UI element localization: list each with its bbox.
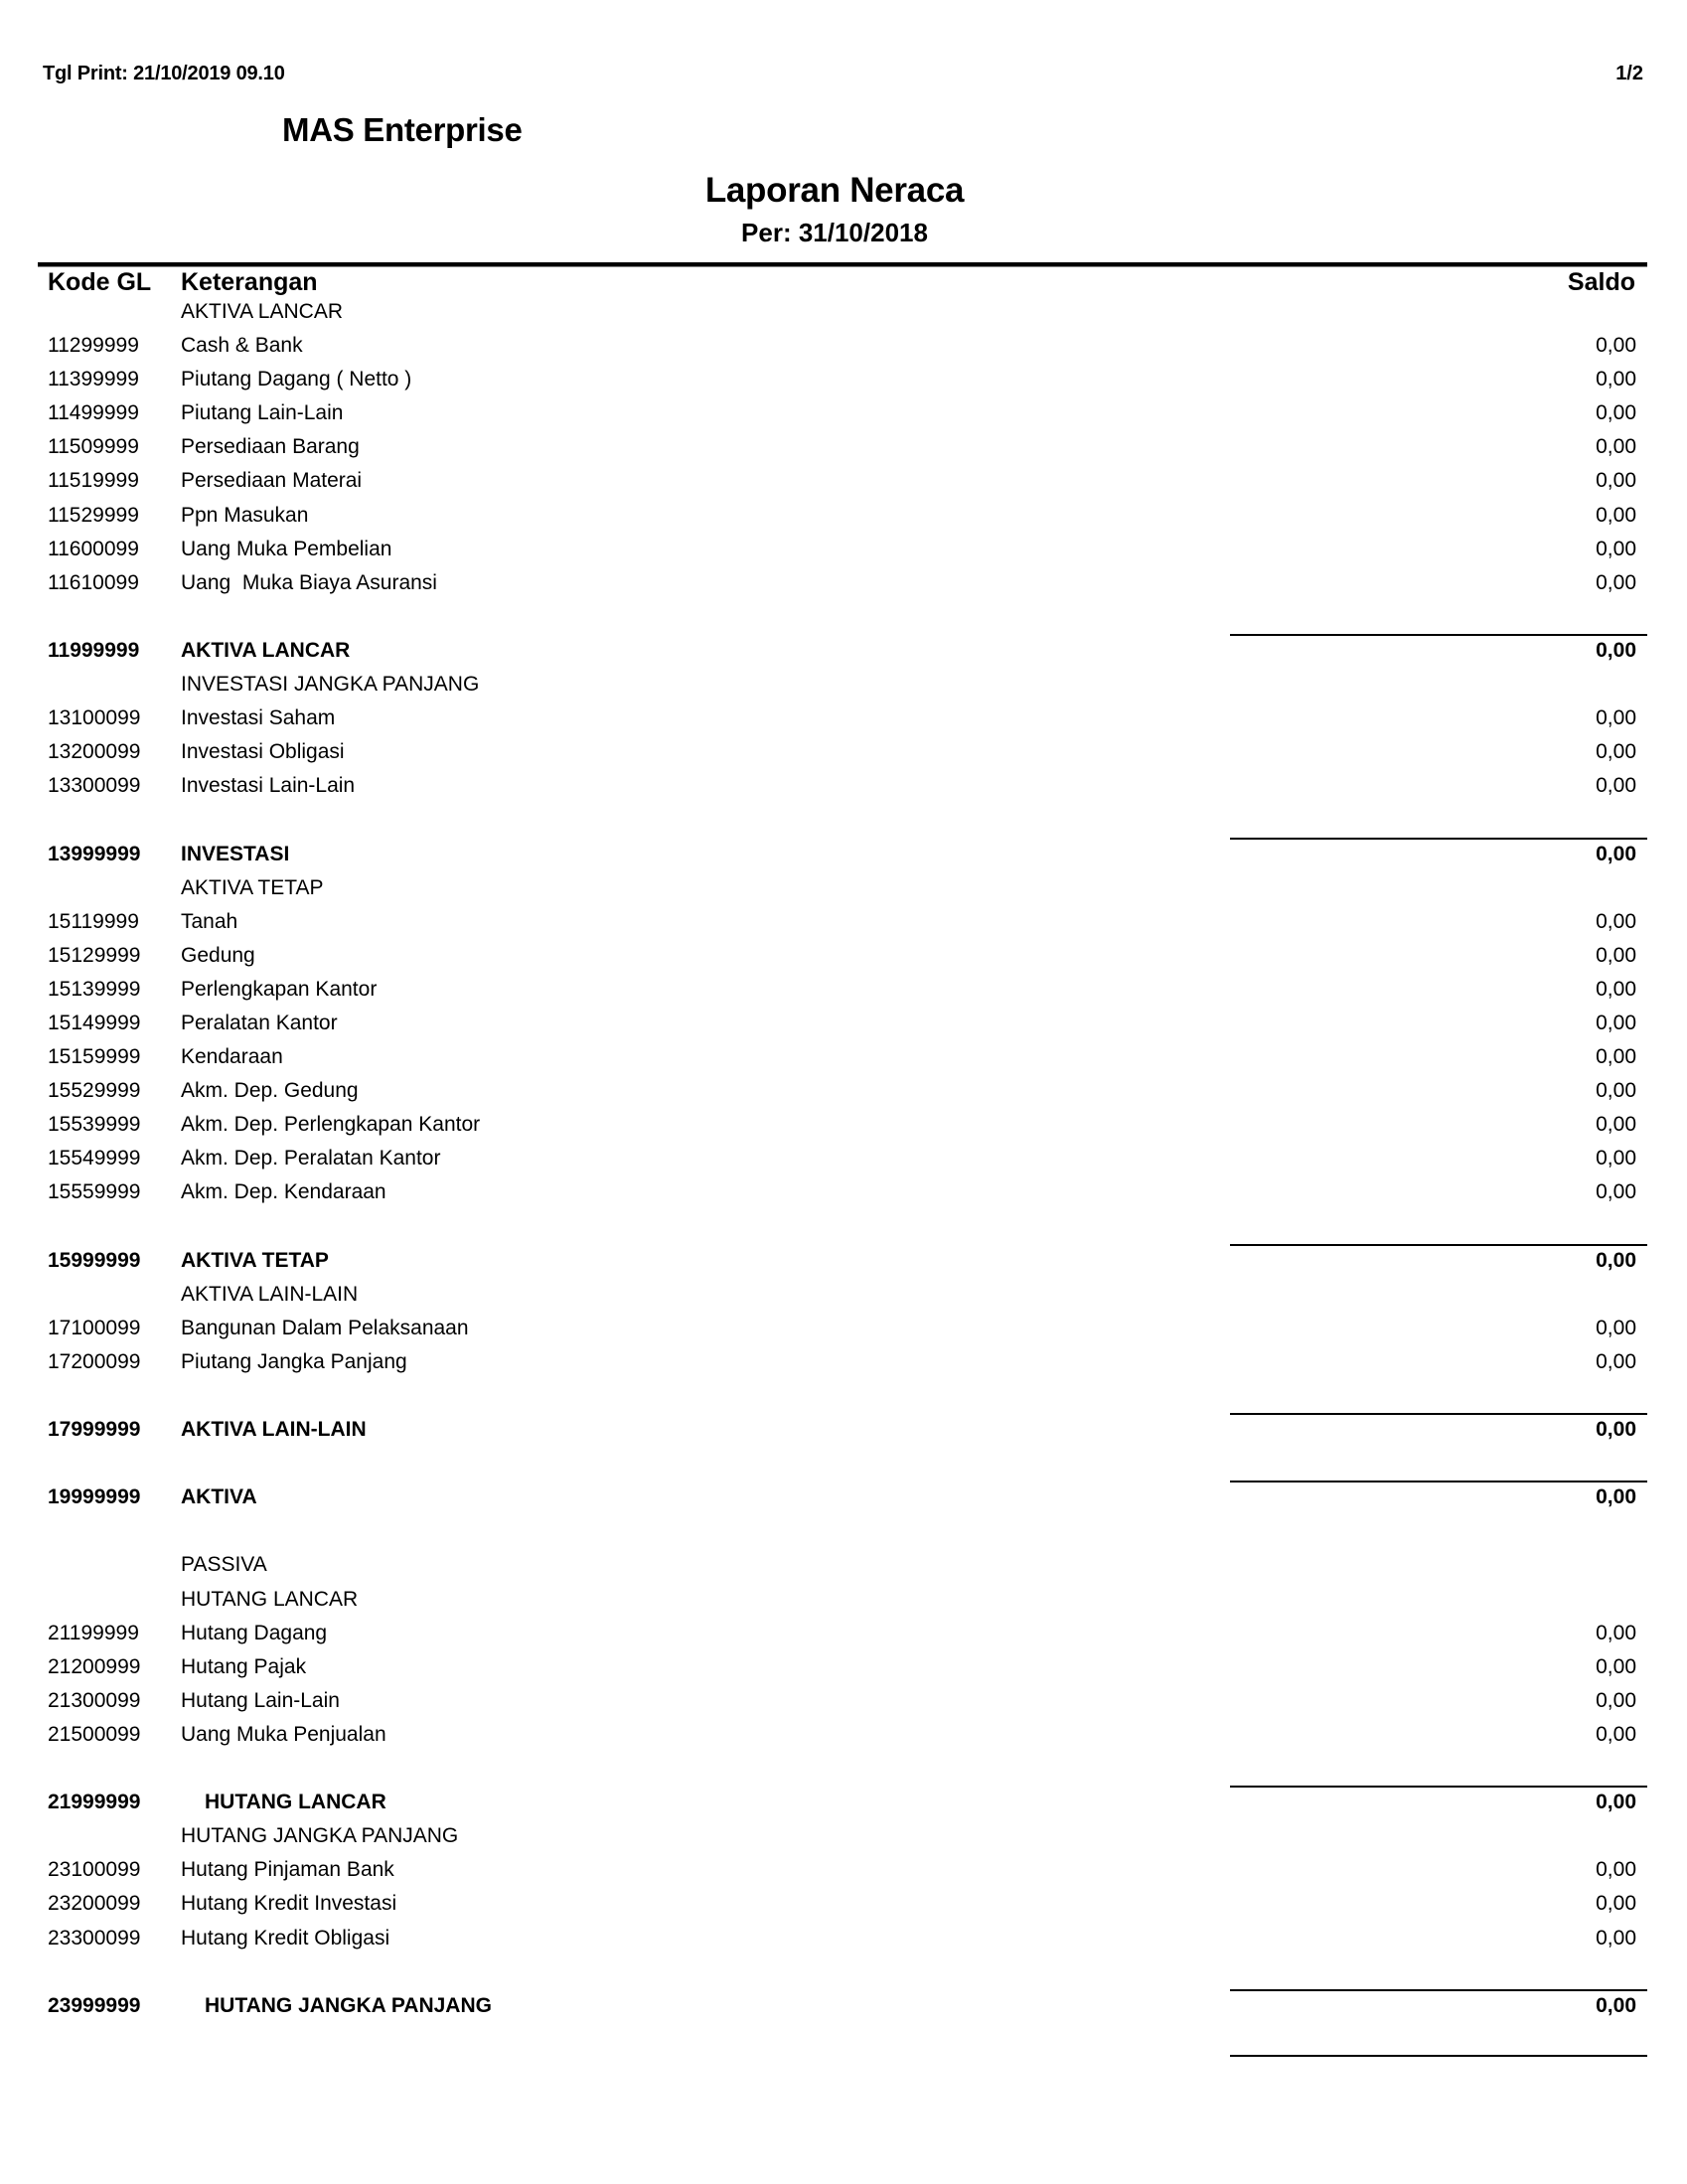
table-row [0,1142,1687,1175]
table-row [0,363,1687,396]
keterangan-cell: Hutang Pinjaman Bank [181,1858,394,1882]
table-row [0,1312,1687,1345]
keterangan-cell: Cash & Bank [181,334,303,358]
kode-gl-cell: 11519999 [48,469,139,493]
spacer-row [0,1447,1687,1481]
saldo-cell: 0,00 [1596,1993,1636,2017]
table-row [0,1108,1687,1142]
kode-gl-cell: 15159999 [48,1045,141,1069]
kode-gl-cell: 15119999 [48,909,139,933]
column-header-keterangan: Keterangan [181,268,318,296]
keterangan-cell: Akm. Dep. Gedung [181,1079,359,1103]
keterangan-cell: Hutang Dagang [181,1621,328,1644]
table-row [0,329,1687,363]
saldo-cell: 0,00 [1596,943,1636,967]
saldo-cell: 0,00 [1596,1349,1636,1373]
keterangan-cell: Tanah [181,909,238,933]
table-row [0,464,1687,498]
saldo-cell: 0,00 [1596,1045,1636,1069]
subtotal-row [0,1786,1687,1819]
table-row [0,533,1687,566]
kode-gl-cell: 15999999 [48,1248,141,1272]
kode-gl-cell: 21200999 [48,1654,141,1678]
group-header-row [0,1548,1687,1582]
keterangan-cell: AKTIVA TETAP [181,875,324,899]
saldo-cell: 0,00 [1596,706,1636,730]
table-row [0,939,1687,973]
keterangan-cell: PASSIVA [181,1553,267,1577]
table-row [0,1718,1687,1752]
kode-gl-cell: 23300099 [48,1926,141,1950]
company-name: MAS Enterprise [282,111,523,148]
spacer-row [0,1514,1687,1548]
saldo-cell: 0,00 [1596,1316,1636,1339]
saldo-cell: 0,00 [1596,1722,1636,1746]
report-title: Laporan Neraca [704,171,965,210]
keterangan-cell: Investasi Lain-Lain [181,774,356,798]
keterangan-cell: Persediaan Materai [181,469,363,493]
group-header-row [0,1819,1687,1853]
subtotal-row [0,838,1687,871]
kode-gl-cell: 17100099 [48,1316,141,1339]
saldo-cell: 0,00 [1596,1621,1636,1644]
table-row [0,1684,1687,1718]
print-date: Tgl Print: 21/10/2019 09.10 [43,63,285,84]
saldo-cell: 0,00 [1596,1180,1636,1204]
keterangan-cell: HUTANG LANCAR [181,1587,359,1611]
keterangan-cell: Perlengkapan Kantor [181,977,378,1001]
keterangan-cell: Uang Muka Biaya Asuransi [181,570,437,594]
table-row [0,499,1687,533]
spacer-row [0,600,1687,634]
keterangan-cell: AKTIVA LAIN-LAIN [181,1418,367,1442]
table-row [0,1345,1687,1379]
saldo-cell: 0,00 [1596,977,1636,1001]
group-header-row [0,295,1687,329]
saldo-cell: 0,00 [1596,1926,1636,1950]
saldo-cell: 0,00 [1596,401,1636,425]
keterangan-cell: Persediaan Barang [181,435,360,459]
table-row [0,430,1687,464]
saldo-cell: 0,00 [1596,1011,1636,1034]
kode-gl-cell: 15549999 [48,1147,141,1170]
saldo-cell: 0,00 [1596,1147,1636,1170]
kode-gl-cell: 21500099 [48,1722,141,1746]
kode-gl-cell: 17200099 [48,1349,141,1373]
keterangan-cell: Akm. Dep. Peralatan Kantor [181,1147,441,1170]
report-period: Per: 31/10/2018 [741,218,928,247]
saldo-cell: 0,00 [1596,368,1636,391]
kode-gl-cell: 15539999 [48,1113,141,1137]
kode-gl-cell: 15149999 [48,1011,141,1034]
saldo-cell: 0,00 [1596,909,1636,933]
kode-gl-cell: 11499999 [48,401,139,425]
page-number: 1/2 [1615,63,1643,84]
table-row [0,702,1687,735]
table-row [0,905,1687,939]
keterangan-cell: Gedung [181,943,255,967]
keterangan-cell: AKTIVA LANCAR [181,300,343,323]
table-row [0,566,1687,600]
kode-gl-cell: 11299999 [48,334,139,358]
table-row [0,1007,1687,1040]
kode-gl-cell: 13300099 [48,774,141,798]
kode-gl-cell: 15139999 [48,977,141,1001]
kode-gl-cell: 21999999 [48,1791,141,1814]
saldo-cell: 0,00 [1596,1688,1636,1712]
table-row [0,396,1687,430]
balance-sheet-rows [0,295,1687,2023]
saldo-cell: 0,00 [1596,1113,1636,1137]
keterangan-cell: Investasi Saham [181,706,336,730]
table-row [0,735,1687,769]
kode-gl-cell: 11529999 [48,503,139,527]
subtotal-row [0,634,1687,668]
table-row [0,1175,1687,1209]
group-header-row [0,871,1687,905]
keterangan-cell: AKTIVA LAIN-LAIN [181,1282,359,1306]
table-row [0,1922,1687,1955]
kode-gl-cell: 13200099 [48,740,141,764]
keterangan-cell: Hutang Kredit Obligasi [181,1926,390,1950]
saldo-cell: 0,00 [1596,1079,1636,1103]
column-header-kode: Kode GL [48,268,152,296]
kode-gl-cell: 15559999 [48,1180,141,1204]
keterangan-cell: Peralatan Kantor [181,1011,338,1034]
spacer-row [0,1752,1687,1786]
spacer-row [0,1955,1687,1989]
table-row [0,973,1687,1007]
keterangan-cell: Uang Muka Pembelian [181,537,392,560]
keterangan-cell: AKTIVA LANCAR [181,638,351,662]
spacer-row [0,803,1687,837]
table-row [0,1887,1687,1921]
table-row [0,1074,1687,1108]
kode-gl-cell: 23200099 [48,1892,141,1916]
keterangan-cell: HUTANG LANCAR [205,1791,386,1814]
saldo-cell: 0,00 [1596,1791,1636,1814]
kode-gl-cell: 13100099 [48,706,141,730]
kode-gl-cell: 17999999 [48,1418,141,1442]
keterangan-cell: Piutang Jangka Panjang [181,1349,407,1373]
keterangan-cell: Hutang Pajak [181,1654,307,1678]
group-header-row [0,1583,1687,1617]
keterangan-cell: INVESTASI [181,842,290,865]
keterangan-cell: Hutang Kredit Investasi [181,1892,397,1916]
subtotal-row [0,1244,1687,1278]
saldo-cell: 0,00 [1596,503,1636,527]
saldo-cell: 0,00 [1596,1858,1636,1882]
kode-gl-cell: 15129999 [48,943,141,967]
table-row [0,1040,1687,1074]
saldo-cell: 0,00 [1596,774,1636,798]
kode-gl-cell: 11999999 [48,638,140,662]
kode-gl-cell: 11509999 [48,435,139,459]
kode-gl-cell: 15529999 [48,1079,141,1103]
column-header-saldo: Saldo [1567,268,1635,296]
keterangan-cell: AKTIVA [181,1485,257,1509]
table-row [0,1650,1687,1684]
keterangan-cell: Kendaraan [181,1045,283,1069]
keterangan-cell: AKTIVA TETAP [181,1248,329,1272]
table-row [0,1617,1687,1650]
saldo-cell: 0,00 [1596,1418,1636,1442]
keterangan-cell: Akm. Dep. Kendaraan [181,1180,386,1204]
keterangan-cell: Uang Muka Penjualan [181,1722,386,1746]
table-row [0,1853,1687,1887]
kode-gl-cell: 21199999 [48,1621,139,1644]
kode-gl-cell: 23999999 [48,1993,141,2017]
kode-gl-cell: 19999999 [48,1485,141,1509]
saldo-cell: 0,00 [1596,334,1636,358]
saldo-cell: 0,00 [1596,638,1636,662]
keterangan-cell: INVESTASI JANGKA PANJANG [181,673,480,697]
table-row [0,769,1687,803]
keterangan-cell: Piutang Dagang ( Netto ) [181,368,412,391]
group-header-row [0,668,1687,702]
keterangan-cell: Ppn Masukan [181,503,309,527]
saldo-cell: 0,00 [1596,1892,1636,1916]
keterangan-cell: Investasi Obligasi [181,740,345,764]
keterangan-cell: HUTANG JANGKA PANJANG [181,1824,459,1848]
saldo-cell: 0,00 [1596,537,1636,560]
kode-gl-cell: 23100099 [48,1858,141,1882]
kode-gl-cell: 21300099 [48,1688,141,1712]
saldo-cell: 0,00 [1596,435,1636,459]
keterangan-cell: Piutang Lain-Lain [181,401,344,425]
header-rule [38,262,1647,266]
keterangan-cell: Akm. Dep. Perlengkapan Kantor [181,1113,481,1137]
keterangan-cell: Hutang Lain-Lain [181,1688,340,1712]
keterangan-cell: Bangunan Dalam Pelaksanaan [181,1316,469,1339]
saldo-cell: 0,00 [1596,1248,1636,1272]
kode-gl-cell: 11600099 [48,537,139,560]
kode-gl-cell: 11610099 [48,570,139,594]
saldo-cell: 0,00 [1596,1485,1636,1509]
group-header-row [0,1278,1687,1312]
bottom-rule [1230,2055,1647,2057]
saldo-cell: 0,00 [1596,570,1636,594]
kode-gl-cell: 11399999 [48,368,139,391]
spacer-row [0,1210,1687,1244]
saldo-cell: 0,00 [1596,1654,1636,1678]
subtotal-row [0,1481,1687,1514]
keterangan-cell: HUTANG JANGKA PANJANG [205,1993,492,2017]
subtotal-row [0,1413,1687,1447]
saldo-cell: 0,00 [1596,469,1636,493]
saldo-cell: 0,00 [1596,842,1636,865]
kode-gl-cell: 13999999 [48,842,141,865]
saldo-cell: 0,00 [1596,740,1636,764]
subtotal-row [0,1989,1687,2023]
spacer-row [0,1379,1687,1413]
